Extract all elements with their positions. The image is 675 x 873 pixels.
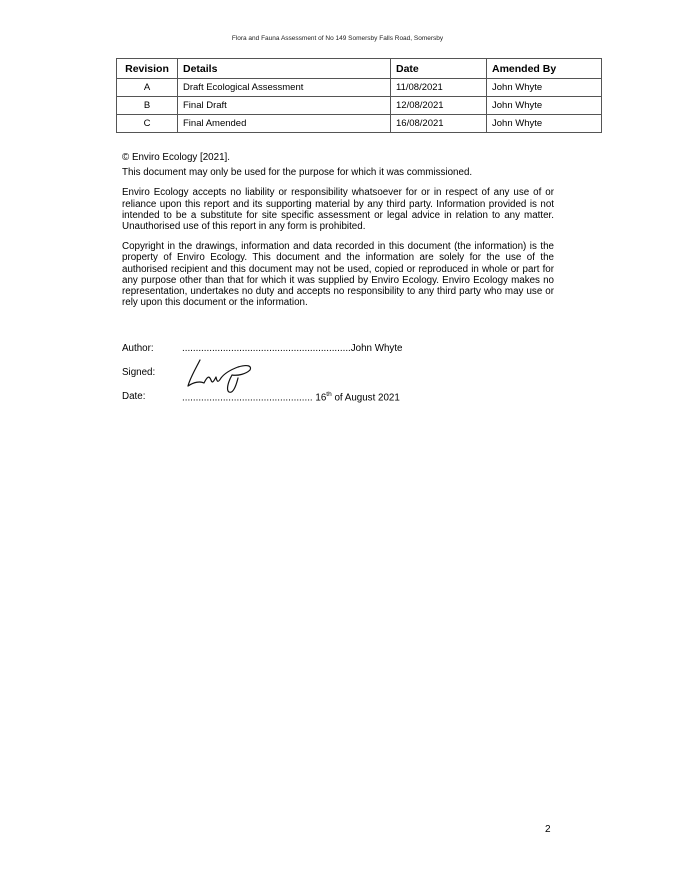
author-label: Author: (122, 343, 154, 354)
copyright-line: © Enviro Ecology [2021]. (122, 152, 230, 163)
page-number: 2 (545, 824, 551, 835)
revision-table-header-row (117, 59, 602, 79)
cell-revision: B (117, 97, 178, 115)
copyright-paragraph: Copyright in the drawings, information and data recorded in this document (the information) is the property of Enviro Ecology. This document and the information are solely for the use of the authorised recipient and this document may not be used, copied or reproduced in whole or part for any purpose other than that for which it was supplied by Enviro Ecology. Enviro Ecology makes no representation, undertakes no duty and accepts no responsibility to any third party who may use or rely upon this document or the information. (122, 241, 554, 309)
liability-paragraph: Enviro Ecology accepts no liability or responsibility whatsoever for or in respect of any use of or reliance upon this report and its supporting material by any third party. Information provided is not intended to be a substitute for site specific assessment or legal advice in relation to any matter. Unauthorised use of this report in any form is prohibited. (122, 187, 554, 233)
table-row (117, 79, 602, 97)
date-value (182, 391, 400, 403)
date-suffix: th (326, 391, 332, 398)
author-dots: .............................................................. (182, 343, 351, 354)
date-dots: ................................................ (182, 392, 313, 404)
cell-revision: A (117, 79, 178, 97)
running-header: Flora and Fauna Assessment of No 149 Somersby Falls Road, Somersby (231, 35, 444, 42)
purpose-paragraph: This document may only be used for the purpose for which it was commissioned. (122, 167, 473, 179)
date-day: 16 (315, 392, 327, 404)
signed-label: Signed: (122, 367, 156, 378)
date-label: Date: (122, 391, 146, 402)
author-name: John Whyte (350, 343, 403, 354)
col-header-details: Details (178, 59, 391, 79)
document-body (122, 152, 554, 317)
cell-revision: C (117, 115, 178, 133)
col-header-revision: Revision (117, 59, 178, 79)
table-row (117, 97, 602, 115)
cell-date: 16/08/2021 (391, 115, 487, 133)
author-value (182, 343, 403, 354)
col-header-date: Date (391, 59, 487, 79)
cell-amended-by: John Whyte (487, 79, 602, 97)
cell-details: Final Draft (178, 97, 391, 115)
cell-date: 12/08/2021 (391, 97, 487, 115)
date-rest: of August 2021 (331, 392, 400, 404)
table-row (117, 115, 602, 133)
cell-details: Final Amended (178, 115, 391, 133)
cell-amended-by: John Whyte (487, 97, 602, 115)
cell-details: Draft Ecological Assessment (178, 79, 391, 97)
col-header-amended-by: Amended By (487, 59, 602, 79)
cell-date: 11/08/2021 (391, 79, 487, 97)
cell-amended-by: John Whyte (487, 115, 602, 133)
revision-table (116, 58, 602, 133)
